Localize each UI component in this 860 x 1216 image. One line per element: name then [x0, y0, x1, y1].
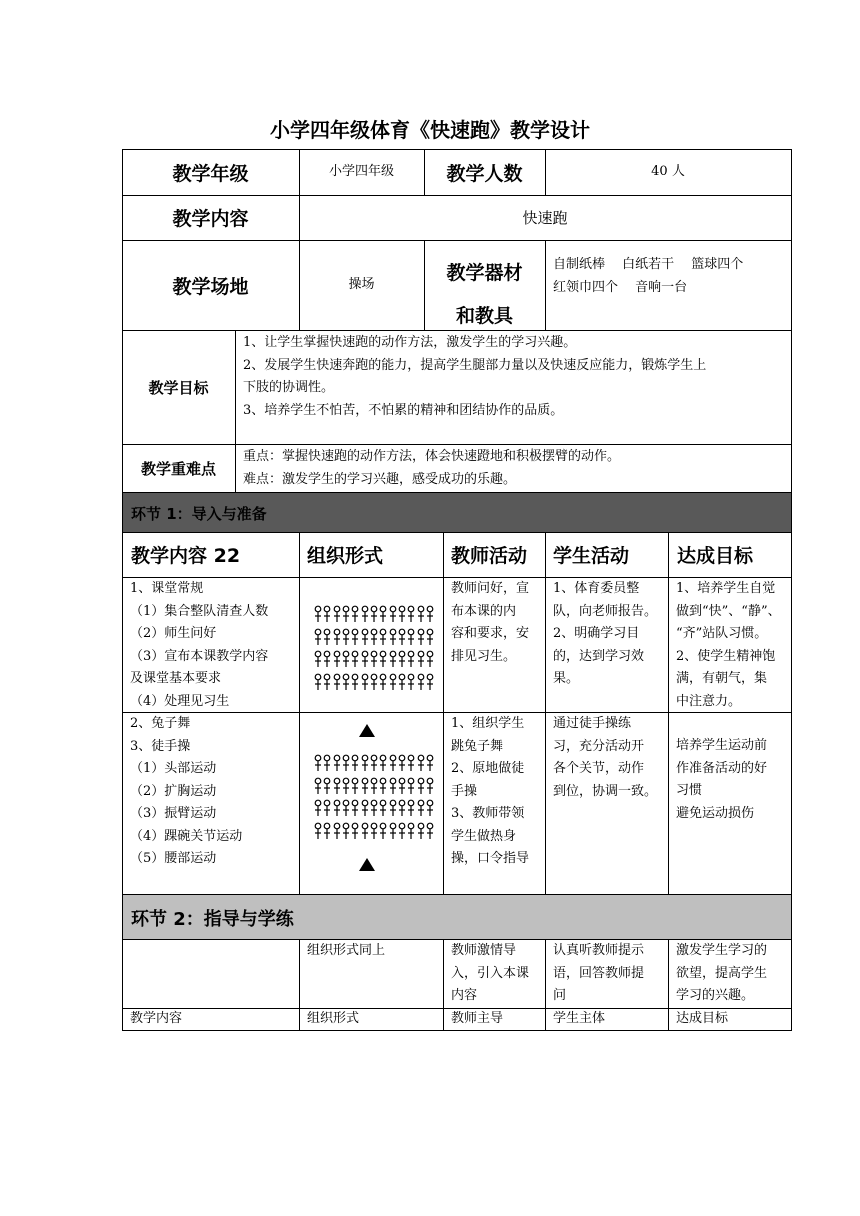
cell-line: 培养学生运动前: [676, 738, 768, 753]
cell-line: （1）头部运动: [130, 761, 217, 776]
student-figure-icon: [426, 628, 434, 650]
student-figure-icon: [351, 673, 359, 695]
count-label: 教学人数: [446, 162, 523, 185]
row1-goal: [676, 578, 790, 713]
student-figure-icon: [407, 650, 415, 672]
student-figure-icon: [342, 605, 350, 627]
s2-header-form: 组织形式: [307, 1011, 360, 1026]
cell-line: 教师问好，宣: [451, 581, 530, 596]
cell-line: 习，充分活动开: [553, 738, 645, 754]
student-figure-icon: [342, 650, 350, 672]
student-figure-icon: [417, 673, 425, 695]
student-figure-icon: [333, 628, 341, 650]
student-figure-icon: [323, 754, 331, 776]
student-figure-icon: [417, 754, 425, 776]
grade-value: 小学四年级: [328, 163, 394, 179]
row1-teacher: [451, 578, 543, 668]
student-figure-icon: [342, 673, 350, 695]
cell-line: 避免运动损伤: [676, 805, 755, 821]
s2-header-content: 教学内容: [130, 1011, 183, 1026]
student-figure-icon: [351, 822, 359, 844]
student-figure-icon: [342, 822, 350, 844]
student-figure-icon: [398, 822, 406, 844]
key-points-label: 教学重难点: [140, 459, 216, 478]
student-figure-icon: [379, 650, 387, 672]
student-figure-icon: [370, 650, 378, 672]
student-figure-icon: [389, 777, 397, 799]
student-figure-icon: [417, 822, 425, 844]
student-row: [314, 754, 434, 777]
cell-line: 布本课的内: [451, 603, 517, 619]
student-figure-icon: [361, 822, 369, 844]
student-figure-icon: [398, 673, 406, 695]
header-goal: 达成目标: [677, 545, 754, 567]
cell-line: 3、徒手操: [130, 738, 191, 754]
student-figure-icon: [370, 673, 378, 695]
student-figure-icon: [407, 605, 415, 627]
cell-line: （2）扩胸运动: [130, 783, 217, 799]
student-figure-icon: [351, 650, 359, 672]
student-row: [314, 799, 434, 822]
equipment-label-line-1: 教学器材: [446, 262, 523, 284]
student-figure-icon: [314, 628, 322, 650]
cell-line: 认真听教师提示: [553, 943, 645, 958]
student-figure-icon: [407, 822, 415, 844]
cell-line: 3、教师带领: [451, 806, 525, 821]
student-figure-icon: [370, 605, 378, 627]
student-figure-icon: [398, 777, 406, 799]
cell-line: 及课堂基本要求: [130, 671, 222, 686]
row2-student: [553, 713, 667, 803]
cell-line: 满，有朝气，集: [676, 671, 768, 686]
student-figure-icon: [314, 799, 322, 821]
cell-line: “齐”站队习惯。: [676, 626, 768, 641]
student-figure-icon: [389, 822, 397, 844]
student-figure-icon: [351, 605, 359, 627]
student-figure-icon: [314, 605, 322, 627]
s2-header-teacher: 教师主导: [451, 1011, 504, 1026]
student-figure-icon: [389, 628, 397, 650]
student-figure-icon: [426, 673, 434, 695]
header-content: 教学内容 22: [131, 545, 241, 567]
student-figure-icon: [342, 628, 350, 650]
student-figure-icon: [323, 673, 331, 695]
cell-line: 通过徒手操练: [553, 716, 632, 731]
student-figure-icon: [323, 650, 331, 672]
student-figure-icon: [389, 605, 397, 627]
student-figure-icon: [314, 822, 322, 844]
student-figure-icon: [342, 799, 350, 821]
cell-line: 语，回答教师提: [553, 965, 645, 981]
cell-line: 操，口令指导: [451, 851, 530, 866]
student-figure-icon: [426, 605, 434, 627]
cell-line: 问: [553, 988, 567, 1003]
equipment-line-1: 自制纸棒 白纸若干 篮球四个: [553, 257, 744, 272]
cell-line: 入，引入本课: [451, 965, 530, 981]
student-figure-icon: [379, 754, 387, 776]
student-row: [314, 650, 434, 673]
student-row: [314, 822, 434, 845]
student-figure-icon: [361, 650, 369, 672]
equipment-line-2: 红领巾四个 音响一台: [553, 279, 688, 295]
student-figure-icon: [379, 628, 387, 650]
key-point-line: 重点：掌握快速跑的动作方法，体会快速蹬地和积极摆臂的动作。: [243, 449, 621, 464]
student-figure-icon: [398, 650, 406, 672]
student-figure-icon: [333, 777, 341, 799]
student-figure-icon: [333, 673, 341, 695]
student-figure-icon: [351, 628, 359, 650]
cell-line: 1、组织学生: [451, 716, 525, 731]
cell-line: 容和要求，安: [451, 626, 530, 641]
student-figure-icon: [361, 777, 369, 799]
student-figure-icon: [389, 754, 397, 776]
cell-line: 1、体育委员整: [553, 581, 640, 596]
objectives-text: [243, 332, 789, 422]
student-figure-icon: [314, 673, 322, 695]
s2-goal: [676, 940, 790, 1008]
student-figure-icon: [379, 822, 387, 844]
cell-line: （3）振臂运动: [130, 806, 217, 821]
key-points-text: [243, 446, 789, 491]
row2-content: [130, 713, 298, 871]
student-figure-icon: [389, 673, 397, 695]
student-figure-icon: [426, 650, 434, 672]
student-figure-icon: [333, 799, 341, 821]
student-figure-icon: [417, 650, 425, 672]
student-figure-icon: [323, 799, 331, 821]
grade-label: 教学年级: [172, 162, 249, 185]
cell-line: 习惯: [676, 783, 703, 798]
section-2-title: 环节 2：指导与学练: [131, 909, 294, 930]
section-1-title: 环节 1：导入与准备: [131, 505, 267, 523]
cell-line: 做到“快”、“静”、: [676, 603, 781, 619]
student-figure-icon: [323, 777, 331, 799]
student-figure-icon: [379, 777, 387, 799]
student-figure-icon: [361, 754, 369, 776]
cell-line: 跳兔子舞: [451, 738, 504, 754]
student-figure-icon: [426, 822, 434, 844]
objective-line: 1、让学生掌握快速跑的动作方法，激发学生的学习兴趣。: [243, 335, 577, 350]
student-figure-icon: [426, 777, 434, 799]
student-figure-icon: [379, 605, 387, 627]
objective-line: 下肢的协调性。: [243, 380, 335, 395]
objective-line: 3、培养学生不怕苦，不怕累的精神和团结协作的品质。: [243, 402, 564, 418]
student-figure-icon: [370, 754, 378, 776]
row1-content: [130, 578, 298, 713]
student-figure-icon: [398, 628, 406, 650]
student-figure-icon: [370, 822, 378, 844]
row1-student: [553, 578, 667, 691]
student-figure-icon: [370, 777, 378, 799]
student-figure-icon: [351, 754, 359, 776]
cell-line: 到位，协调一致。: [553, 783, 658, 799]
cell-line: 学生做热身: [451, 828, 517, 844]
cell-line: 排见习生。: [451, 648, 517, 664]
header-form: 组织形式: [307, 545, 384, 567]
cell-line: 2、明确学习目: [553, 626, 640, 641]
student-figure-icon: [417, 605, 425, 627]
student-figure-icon: [426, 754, 434, 776]
cell-line: 2、使学生精神饱: [676, 648, 776, 664]
cell-line: 各个关节，动作: [553, 761, 645, 776]
cell-line: 1、课堂常规: [130, 581, 204, 596]
cell-line: 果。: [553, 671, 580, 686]
header-student: 学生活动: [553, 545, 630, 567]
venue-value: 操场: [348, 276, 375, 292]
student-figure-icon: [398, 754, 406, 776]
row2-goal: [676, 735, 790, 825]
student-figure-icon: [333, 822, 341, 844]
cell-line: （4）处理见习生: [130, 693, 230, 709]
content-label: 教学内容: [172, 208, 249, 230]
cell-line: 内容: [451, 988, 478, 1003]
cell-line: 激发学生学习的: [676, 943, 768, 958]
cell-line: （5）腰部运动: [130, 851, 217, 866]
student-figure-icon: [333, 650, 341, 672]
row2-teacher: [451, 713, 543, 871]
count-value: 40 人: [651, 163, 685, 179]
venue-label: 教学场地: [172, 275, 249, 298]
student-figure-icon: [407, 777, 415, 799]
student-figure-icon: [314, 650, 322, 672]
page-title: 小学四年级体育《快速跑》教学设计: [270, 118, 590, 142]
cell-line: 的，达到学习效: [553, 648, 645, 664]
student-figure-icon: [389, 650, 397, 672]
cell-line: 教师激情导: [451, 943, 517, 958]
student-figure-icon: [379, 673, 387, 695]
student-figure-icon: [417, 799, 425, 821]
cell-line: 2、原地做徒: [451, 761, 525, 776]
equipment-label-line-2: 和教具: [455, 305, 513, 327]
student-figure-icon: [417, 628, 425, 650]
student-figure-icon: [361, 628, 369, 650]
s2-form: 组织形式同上: [307, 943, 386, 958]
student-figure-icon: [370, 799, 378, 821]
student-figure-icon: [314, 777, 322, 799]
student-figure-icon: [417, 777, 425, 799]
s2-header-goal: 达成目标: [676, 1011, 729, 1026]
cell-line: 作准备活动的好: [676, 760, 768, 776]
cell-line: 学习的兴趣。: [676, 988, 755, 1003]
student-figure-icon: [361, 673, 369, 695]
cell-line: 1、培养学生自觉: [676, 581, 776, 596]
student-figure-icon: [379, 799, 387, 821]
student-figure-icon: [361, 799, 369, 821]
student-figure-icon: [370, 628, 378, 650]
equipment-list: [553, 254, 789, 299]
student-row: [314, 605, 434, 628]
objectives-label: 教学目标: [148, 378, 209, 397]
student-figure-icon: [398, 799, 406, 821]
cell-line: （4）踝碗关节运动: [130, 828, 243, 844]
student-figure-icon: [407, 628, 415, 650]
student-figure-icon: [407, 799, 415, 821]
cell-line: 欲望，提高学生: [676, 965, 768, 981]
student-figure-icon: [398, 605, 406, 627]
objective-line: 2、发展学生快速奔跑的能力，提高学生腿部力量以及快速反应能力，锻炼学生上: [243, 357, 707, 373]
cell-line: 中注意力。: [676, 693, 742, 709]
s2-student: [553, 940, 667, 1008]
s2-header-student: 学生主体: [553, 1011, 606, 1026]
student-figure-icon: [407, 754, 415, 776]
student-figure-icon: [389, 799, 397, 821]
cell-line: （2）师生问好: [130, 626, 217, 641]
student-figure-icon: [323, 628, 331, 650]
teacher-marker-bottom: [359, 858, 375, 871]
formation-students-1: [314, 605, 434, 695]
cell-line: 手操: [451, 783, 478, 799]
student-figure-icon: [314, 754, 322, 776]
student-figure-icon: [323, 605, 331, 627]
student-row: [314, 673, 434, 696]
cell-line: （3）宣布本课教学内容: [130, 648, 269, 664]
student-row: [314, 628, 434, 651]
student-figure-icon: [407, 673, 415, 695]
equipment-label: [424, 252, 545, 338]
teacher-marker-top: [359, 724, 375, 737]
cell-line: 队，向老师报告。: [553, 603, 658, 619]
header-teacher: 教师活动: [451, 545, 528, 567]
student-figure-icon: [333, 754, 341, 776]
student-figure-icon: [333, 605, 341, 627]
student-figure-icon: [342, 754, 350, 776]
student-figure-icon: [323, 822, 331, 844]
key-point-line: 难点：激发学生的学习兴趣，感受成功的乐趣。: [243, 471, 517, 487]
content-value: 快速跑: [522, 209, 568, 227]
formation-students-2: [314, 754, 434, 844]
student-figure-icon: [426, 799, 434, 821]
student-figure-icon: [361, 605, 369, 627]
s2-teacher: [451, 940, 543, 1008]
cell-line: 2、兔子舞: [130, 716, 191, 731]
student-figure-icon: [351, 777, 359, 799]
student-row: [314, 777, 434, 800]
student-figure-icon: [342, 777, 350, 799]
cell-line: （1）集合整队清查人数: [130, 603, 269, 619]
student-figure-icon: [351, 799, 359, 821]
